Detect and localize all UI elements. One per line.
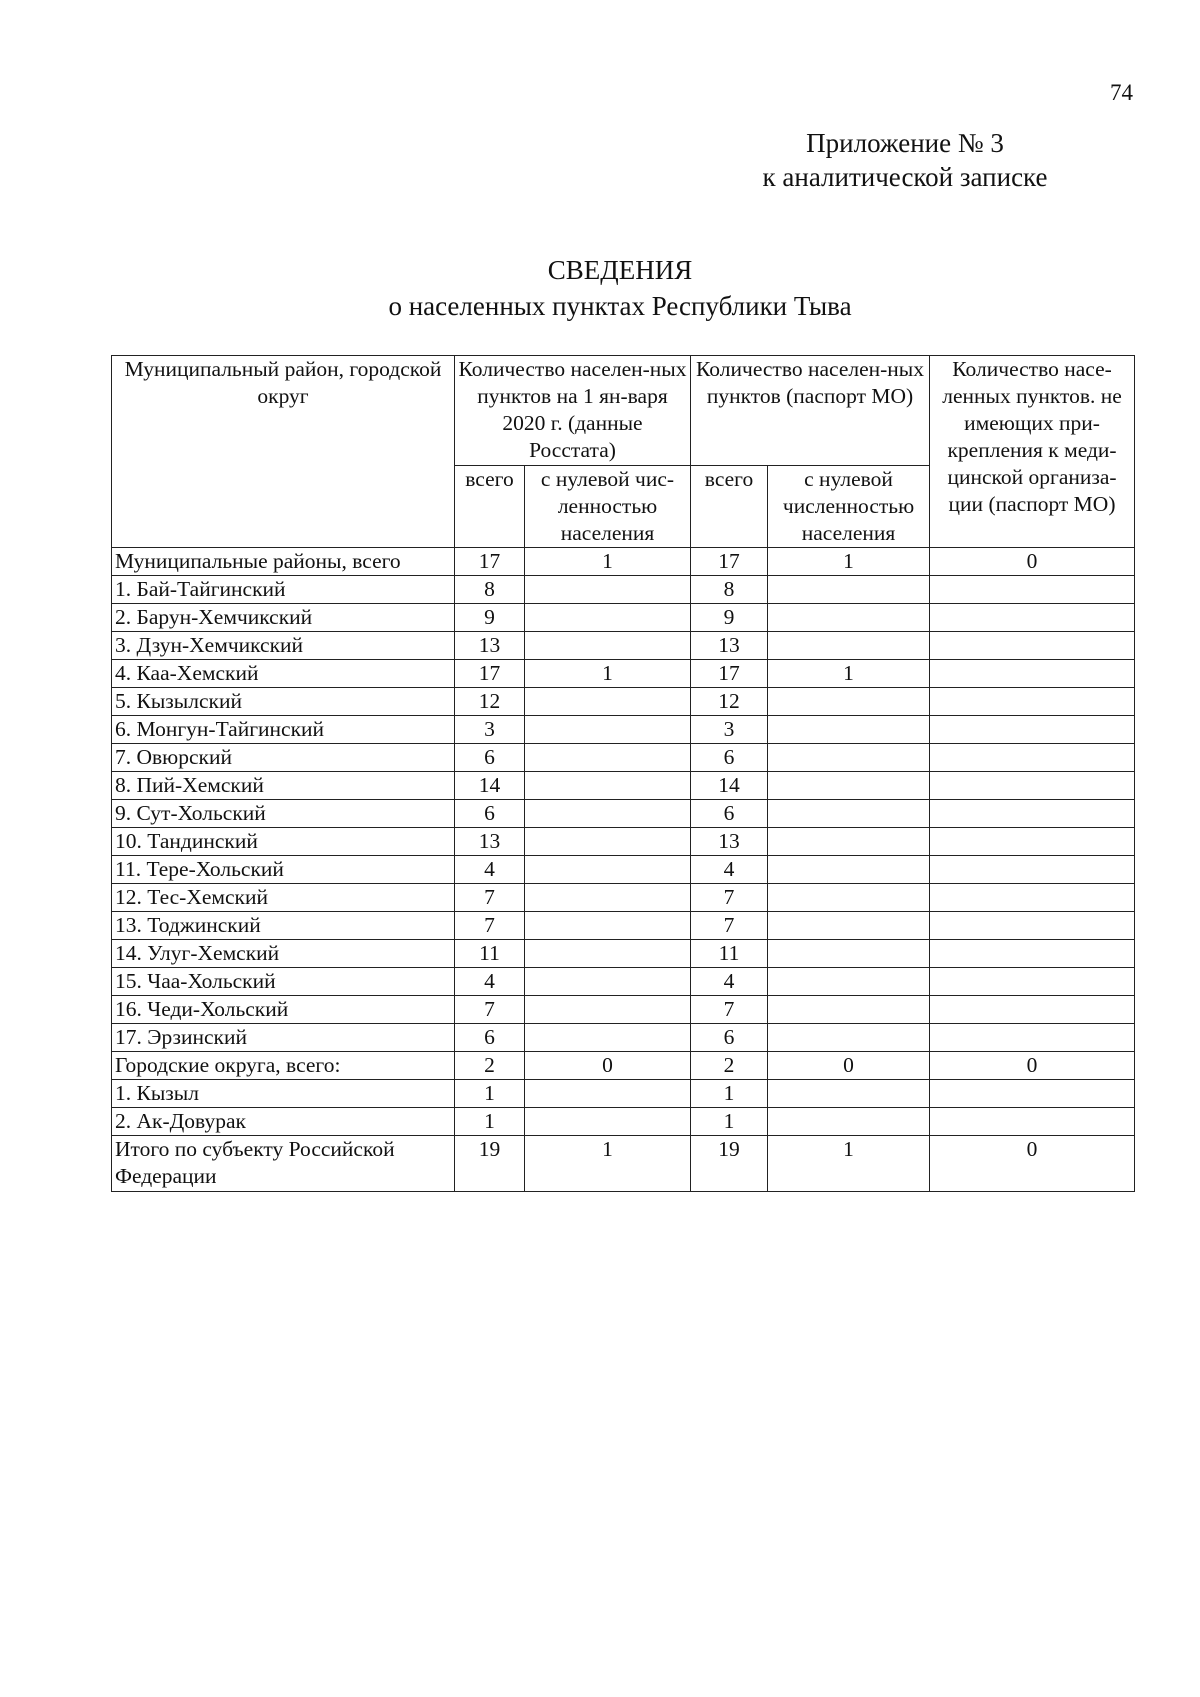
title-main: СВЕДЕНИЯ xyxy=(547,255,693,285)
cell-no-attachment xyxy=(930,576,1135,604)
cell-name: 2. Ак-Довурак xyxy=(112,1108,455,1136)
cell-rosstat-total: 12 xyxy=(455,688,525,716)
cell-name: Муниципальные районы, всего xyxy=(112,548,455,576)
cell-name: 13. Тоджинский xyxy=(112,912,455,940)
cell-name: 2. Барун-Хемчикский xyxy=(112,604,455,632)
header-rosstat-total: всего xyxy=(455,466,525,548)
cell-passport-zero xyxy=(768,576,930,604)
table-row xyxy=(112,800,1135,828)
cell-rosstat-zero xyxy=(525,772,691,800)
cell-name: 14. Улуг-Хемский xyxy=(112,940,455,968)
cell-rosstat-zero xyxy=(525,856,691,884)
cell-name: 1. Бай-Тайгинский xyxy=(112,576,455,604)
cell-rosstat-zero xyxy=(525,828,691,856)
cell-passport-total: 19 xyxy=(691,1136,768,1192)
cell-passport-total: 1 xyxy=(691,1108,768,1136)
cell-no-attachment: 0 xyxy=(930,548,1135,576)
cell-passport-total: 6 xyxy=(691,800,768,828)
table-row xyxy=(112,996,1135,1024)
cell-no-attachment xyxy=(930,884,1135,912)
cell-rosstat-total: 14 xyxy=(455,772,525,800)
cell-rosstat-zero xyxy=(525,912,691,940)
table-row xyxy=(112,828,1135,856)
cell-rosstat-zero xyxy=(525,940,691,968)
cell-no-attachment xyxy=(930,1080,1135,1108)
cell-passport-zero xyxy=(768,800,930,828)
cell-no-attachment xyxy=(930,800,1135,828)
table-row xyxy=(112,716,1135,744)
cell-passport-zero: 1 xyxy=(768,1136,930,1192)
cell-passport-total: 14 xyxy=(691,772,768,800)
cell-passport-total: 1 xyxy=(691,1080,768,1108)
table-row xyxy=(112,856,1135,884)
header-no-attachment: Количество насе-ленных пунктов. не имеющих при-крепления к меди-цинской организа-ции (паспорт МО) xyxy=(930,356,1135,548)
appendix-line-2: к аналитической записке xyxy=(762,162,1048,192)
cell-passport-zero xyxy=(768,996,930,1024)
table-row xyxy=(112,940,1135,968)
cell-passport-zero xyxy=(768,1108,930,1136)
cell-rosstat-total: 6 xyxy=(455,744,525,772)
document-title xyxy=(300,252,940,324)
header-municipality: Муниципальный район, городской округ xyxy=(112,356,455,548)
cell-rosstat-zero xyxy=(525,884,691,912)
cell-passport-total: 7 xyxy=(691,912,768,940)
cell-rosstat-total: 3 xyxy=(455,716,525,744)
cell-rosstat-total: 17 xyxy=(455,548,525,576)
cell-no-attachment xyxy=(930,716,1135,744)
cell-name: 16. Чеди-Хольский xyxy=(112,996,455,1024)
table-row xyxy=(112,884,1135,912)
cell-name: 3. Дзун-Хемчикский xyxy=(112,632,455,660)
table-row xyxy=(112,576,1135,604)
cell-no-attachment xyxy=(930,744,1135,772)
cell-passport-zero: 1 xyxy=(768,548,930,576)
cell-rosstat-zero xyxy=(525,968,691,996)
cell-no-attachment xyxy=(930,632,1135,660)
cell-passport-total: 17 xyxy=(691,548,768,576)
cell-no-attachment xyxy=(930,604,1135,632)
table-row xyxy=(112,604,1135,632)
cell-passport-zero xyxy=(768,912,930,940)
cell-no-attachment: 0 xyxy=(930,1052,1135,1080)
table-row xyxy=(112,660,1135,688)
cell-no-attachment xyxy=(930,688,1135,716)
cell-passport-zero: 1 xyxy=(768,660,930,688)
cell-rosstat-total: 19 xyxy=(455,1136,525,1192)
cell-rosstat-zero: 1 xyxy=(525,548,691,576)
cell-passport-zero xyxy=(768,884,930,912)
cell-passport-zero xyxy=(768,856,930,884)
cell-passport-zero xyxy=(768,632,930,660)
cell-rosstat-zero xyxy=(525,1024,691,1052)
cell-passport-zero xyxy=(768,688,930,716)
settlements-table xyxy=(111,355,1135,1192)
cell-passport-zero xyxy=(768,1080,930,1108)
cell-no-attachment xyxy=(930,1024,1135,1052)
cell-rosstat-total: 13 xyxy=(455,632,525,660)
cell-passport-total: 3 xyxy=(691,716,768,744)
table-row xyxy=(112,632,1135,660)
cell-passport-total: 6 xyxy=(691,1024,768,1052)
cell-passport-zero xyxy=(768,772,930,800)
cell-rosstat-zero xyxy=(525,688,691,716)
table-row xyxy=(112,1080,1135,1108)
cell-passport-total: 4 xyxy=(691,968,768,996)
table-row xyxy=(112,1108,1135,1136)
cell-rosstat-total: 4 xyxy=(455,856,525,884)
cell-name: Итого по субъекту Российской Федерации xyxy=(112,1136,455,1192)
table-row xyxy=(112,968,1135,996)
header-passport-zero: с нулевой численностью населения xyxy=(768,466,930,548)
cell-name: 6. Монгун-Тайгинский xyxy=(112,716,455,744)
cell-name: 17. Эрзинский xyxy=(112,1024,455,1052)
cell-rosstat-total: 13 xyxy=(455,828,525,856)
cell-name: 10. Тандинский xyxy=(112,828,455,856)
cell-no-attachment xyxy=(930,660,1135,688)
cell-name: 4. Каа-Хемский xyxy=(112,660,455,688)
cell-rosstat-zero: 1 xyxy=(525,660,691,688)
table-row xyxy=(112,744,1135,772)
header-passport-total: всего xyxy=(691,466,768,548)
cell-rosstat-zero xyxy=(525,996,691,1024)
cell-rosstat-total: 6 xyxy=(455,1024,525,1052)
cell-name: 8. Пий-Хемский xyxy=(112,772,455,800)
cell-name: Городские округа, всего: xyxy=(112,1052,455,1080)
cell-passport-total: 7 xyxy=(691,884,768,912)
page-number: 74 xyxy=(1110,80,1133,105)
cell-no-attachment xyxy=(930,912,1135,940)
cell-name: 9. Сут-Хольский xyxy=(112,800,455,828)
cell-no-attachment xyxy=(930,828,1135,856)
cell-rosstat-total: 7 xyxy=(455,912,525,940)
cell-no-attachment xyxy=(930,940,1135,968)
cell-rosstat-total: 4 xyxy=(455,968,525,996)
cell-passport-total: 2 xyxy=(691,1052,768,1080)
appendix-caption xyxy=(700,126,1110,194)
cell-passport-total: 9 xyxy=(691,604,768,632)
cell-no-attachment: 0 xyxy=(930,1136,1135,1192)
cell-rosstat-total: 7 xyxy=(455,884,525,912)
cell-name: 12. Тес-Хемский xyxy=(112,884,455,912)
appendix-line-1: Приложение № 3 xyxy=(806,128,1004,158)
cell-passport-total: 4 xyxy=(691,856,768,884)
header-row-1 xyxy=(112,356,1135,466)
table-row xyxy=(112,1024,1135,1052)
cell-passport-total: 11 xyxy=(691,940,768,968)
header-rosstat-zero: с нулевой чис-ленностью населения xyxy=(525,466,691,548)
cell-name: 7. Овюрский xyxy=(112,744,455,772)
cell-passport-total: 8 xyxy=(691,576,768,604)
cell-rosstat-total: 1 xyxy=(455,1108,525,1136)
cell-no-attachment xyxy=(930,856,1135,884)
cell-name: 15. Чаа-Хольский xyxy=(112,968,455,996)
cell-rosstat-zero xyxy=(525,800,691,828)
cell-rosstat-zero xyxy=(525,744,691,772)
header-rosstat-group: Количество населен-ных пунктов на 1 ян-варя 2020 г. (данные Росстата) xyxy=(455,356,691,466)
cell-passport-zero xyxy=(768,828,930,856)
cell-rosstat-zero xyxy=(525,1080,691,1108)
table-row xyxy=(112,1136,1135,1192)
cell-passport-total: 12 xyxy=(691,688,768,716)
cell-passport-total: 7 xyxy=(691,996,768,1024)
cell-rosstat-total: 2 xyxy=(455,1052,525,1080)
cell-passport-zero xyxy=(768,968,930,996)
cell-passport-total: 6 xyxy=(691,744,768,772)
cell-no-attachment xyxy=(930,996,1135,1024)
cell-rosstat-zero xyxy=(525,576,691,604)
cell-rosstat-total: 11 xyxy=(455,940,525,968)
cell-rosstat-zero: 1 xyxy=(525,1136,691,1192)
cell-passport-zero xyxy=(768,1024,930,1052)
table-row xyxy=(112,912,1135,940)
cell-rosstat-total: 1 xyxy=(455,1080,525,1108)
cell-passport-zero: 0 xyxy=(768,1052,930,1080)
cell-rosstat-zero xyxy=(525,716,691,744)
cell-name: 5. Кызылский xyxy=(112,688,455,716)
cell-name: 1. Кызыл xyxy=(112,1080,455,1108)
cell-passport-total: 13 xyxy=(691,632,768,660)
cell-name: 11. Тере-Хольский xyxy=(112,856,455,884)
cell-rosstat-zero: 0 xyxy=(525,1052,691,1080)
table-row xyxy=(112,1052,1135,1080)
cell-passport-zero xyxy=(768,604,930,632)
cell-rosstat-zero xyxy=(525,1108,691,1136)
table-body xyxy=(112,356,1135,1192)
cell-rosstat-total: 7 xyxy=(455,996,525,1024)
header-passport-group: Количество населен-ных пунктов (паспорт МО) xyxy=(691,356,930,466)
cell-passport-total: 13 xyxy=(691,828,768,856)
cell-passport-total: 17 xyxy=(691,660,768,688)
cell-no-attachment xyxy=(930,772,1135,800)
cell-no-attachment xyxy=(930,968,1135,996)
table-row xyxy=(112,688,1135,716)
cell-rosstat-total: 17 xyxy=(455,660,525,688)
cell-no-attachment xyxy=(930,1108,1135,1136)
cell-rosstat-zero xyxy=(525,632,691,660)
cell-rosstat-total: 8 xyxy=(455,576,525,604)
cell-rosstat-zero xyxy=(525,604,691,632)
cell-passport-zero xyxy=(768,940,930,968)
table-row xyxy=(112,772,1135,800)
cell-rosstat-total: 6 xyxy=(455,800,525,828)
title-sub: о населенных пунктах Республики Тыва xyxy=(388,291,852,321)
cell-passport-zero xyxy=(768,744,930,772)
cell-passport-zero xyxy=(768,716,930,744)
table-row xyxy=(112,548,1135,576)
cell-rosstat-total: 9 xyxy=(455,604,525,632)
